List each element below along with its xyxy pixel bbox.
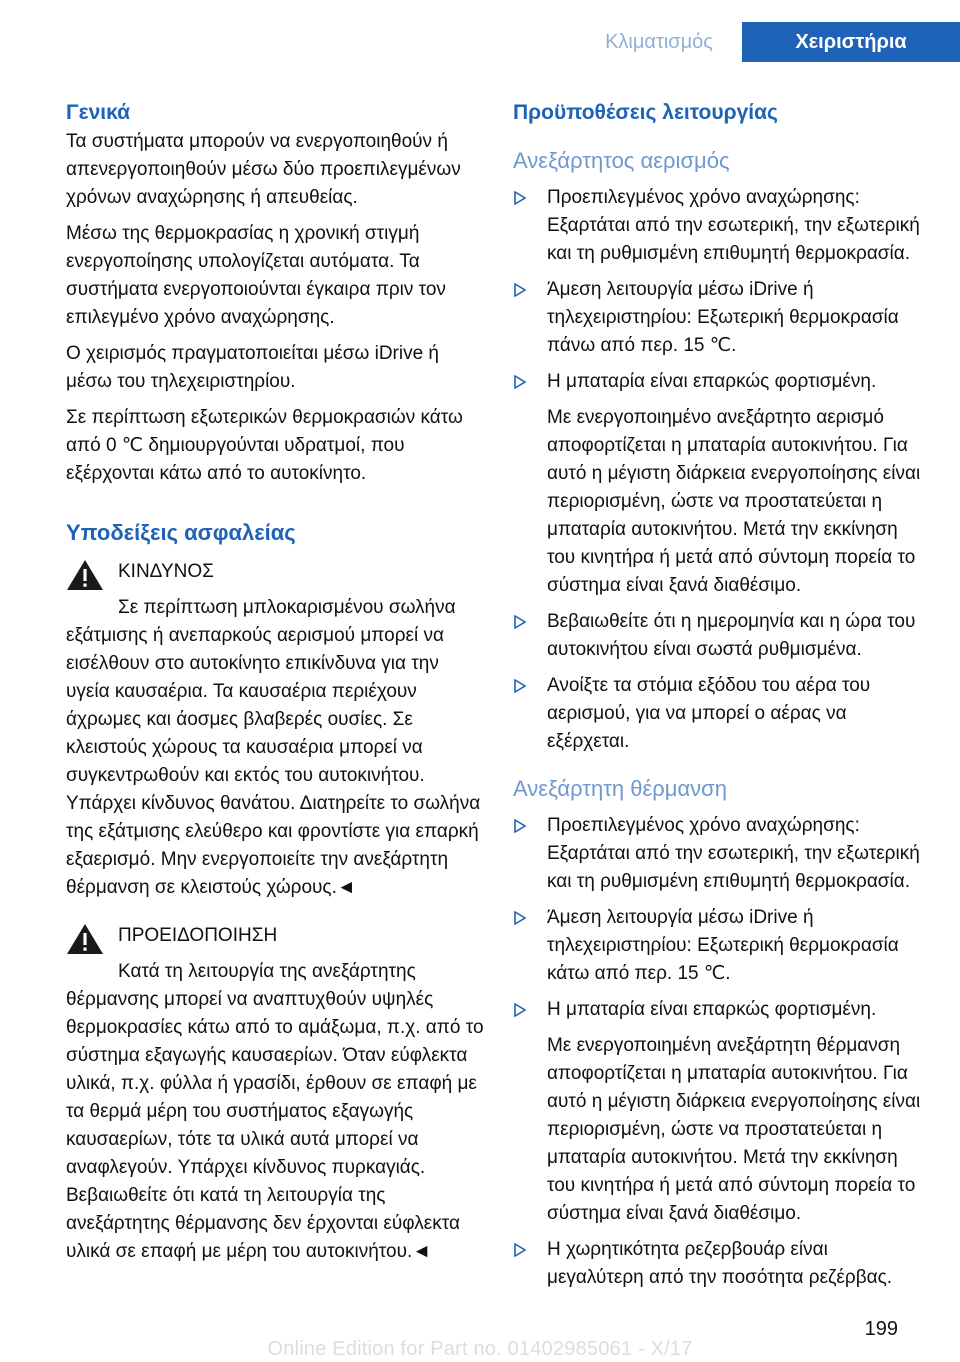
chapter-tabs [576,22,960,62]
danger-notice [66,558,484,902]
list-item-subtext: Με ενεργοποιημένη ανεξάρτητη θέρμανση αποφορτίζεται η μπαταρία αυτοκινήτου. Για αυτό η μέγιστη διάρκεια ενεργοποίησης είναι περιορισμένη, ώστε να προστατεύεται η μπαταρία αυτοκινήτου. Μετά την εκκίνηση του κινητήρα ή μετά από σύντομη πορεία το σύστημα είναι ξανά διαθέσιμο. [547,1035,921,1224]
safety-heading: Υποδείξεις ασφαλείας [66,520,296,545]
list-item-text: Άμεση λειτουργία μέσω iDrive ή τηλεχειριστηρίου: Εξωτερική θερμοκρασία κάτω από περ. 15 ℃. [547,907,899,984]
list-item [513,368,929,600]
list-item-subtext: Με ενεργοποιημένο ανεξάρτητο αερισμό αποφορτίζεται η μπαταρία αυτοκινήτου. Για αυτό η μέγιστη διάρκεια ενεργοποίησης είναι περιορισμένη, ώστε να προστατεύεται η μπαταρία αυτοκινήτου. Μετά την εκκίνηση του κινητήρα ή μετά από σύντομη πορεία το σύστημα είναι ξανά διαθέσιμο. [547,407,921,596]
heat-heading: Ανεξάρτητη θέρμανση [513,776,727,801]
warning-label: ΠΡΟΕΙΔΟΠΟΙΗΣΗ [118,925,278,946]
bullet-triangle-icon [513,907,529,929]
danger-text: εξάτμισης ή ανεπαρκούς αερισμού μπορεί να εισέλθουν στο αυτοκίνητο επικίνδυνα για την υγεία καυσαέρια. Τα καυσαέρια περιέχουν άχρωμες και άοσμες βλαβερές ουσίες. Σε κλειστούς χώρους τα καυσαέρια μπορεί να συγκεντρωθούν και εκτός του αυτοκινήτου. Υπάρχει κίνδυνος θανάτου. Διατηρείτε το σωλήνα της εξάτμισης ελεύθερο και φροντίστε για επαρκή εξαερισμό. Μην ενεργοποιείτε την ανεξάρτητη θέρμανση σε κλειστούς χώρους.◄ [66,625,481,898]
list-item-text: Ανοίξτε τα στόμια εξόδου του αέρα του αερισμού, για να μπορεί ο αέρας να εξέρχεται. [547,675,871,752]
list-item [513,184,929,268]
bullet-triangle-icon [513,187,529,209]
requirements-heading: Προϋποθέσεις λειτουργίας [513,101,778,124]
list-item-text: Η χωρητικότητα ρεζερβουάρ είναι μεγαλύτερη από την ποσότητα ρεζέρβας. [547,1239,893,1288]
bullet-triangle-icon [513,675,529,697]
list-item-text: Άμεση λειτουργία μέσω iDrive ή τηλεχειριστηρίου: Εξωτερική θερμοκρασία πάνω από περ. 15 ℃. [547,279,899,356]
warning-triangle-icon [66,558,104,592]
list-item [513,608,929,664]
vent-heading: Ανεξάρτητος αερισμός [513,148,730,173]
bullet-triangle-icon [513,279,529,301]
list-item [513,672,929,756]
list-item [513,996,929,1228]
tab-controls[interactable]: Χειριστήρια [742,22,960,62]
list-item [513,1236,929,1292]
right-column [513,98,929,1292]
list-item-text: Προεπιλεγμένος χρόνο αναχώρησης: Εξαρτάται από την εσωτερική, την εξωτερική και τη ρυθμισμένη επιθυμητή θερμοκρασία. [547,815,920,892]
bullet-triangle-icon [513,611,529,633]
general-paragraph: Μέσω της θερμοκρασίας η χρονική στιγμή ενεργοποίησης υπολογίζεται αυτόματα. Τα συστήματα ενεργοποιούνται έγκαιρα πριν τον επιλεγμένο χρόνο αναχώρησης. [66,223,446,328]
bullet-triangle-icon [513,815,529,837]
danger-text-first: Σε περίπτωση μπλοκαρισμένου σωλήνα [118,597,456,618]
list-item-text: Βεβαιωθείτε ότι η ημερομηνία και η ώρα του αυτοκινήτου είναι σωστά ρυθμισμένα. [547,611,916,660]
list-item-text: Προεπιλεγμένος χρόνο αναχώρησης: Εξαρτάται από την εσωτερική, την εξωτερική και τη ρυθμισμένη επιθυμητή θερμοκρασία. [547,187,920,264]
general-heading: Γενικά [66,101,131,124]
general-paragraph: Ο χειρισμός πραγματοποιείται μέσω iDrive ή μέσω του τηλεχειριστηρίου. [66,343,439,392]
heat-list [513,812,929,1292]
list-item-text: Η μπαταρία είναι επαρκώς φορτισμένη. [547,371,877,392]
list-item-text: Η μπαταρία είναι επαρκώς φορτισμένη. [547,999,877,1020]
danger-label: ΚΙΝΔΥΝΟΣ [118,561,214,582]
bullet-triangle-icon [513,371,529,393]
warning-text: θέρμανσης μπορεί να αναπτυχθούν υψηλές θερμοκρασίες κάτω από το αμάξωμα, π.χ. από το σύστημα εξαγωγής καυσαερίων. Όταν εύφλεκτα υλικά, π.χ. φύλλα ή γρασίδι, έρθουν σε επαφή με τα θερμά μέρη του συστήματος εξαγωγής καυσαερίων, τότε τα υλικά αυτά μπορεί να αναφλεγούν. Υπάρχει κίνδυνος πυρκαγιάς. Βεβαιωθείτε ότι κατά τη λειτουργία της ανεξάρτητης θέρμανσης δεν έρχονται εύφλεκτα υλικά σε επαφή με μέρη του αυτοκινήτου.◄ [66,989,484,1262]
page-number: 199 [864,1318,898,1340]
vent-list [513,184,929,756]
footer-edition: Online Edition for Part no. 01402985061 - X/17 [267,1338,693,1360]
bullet-triangle-icon [513,999,529,1021]
tab-climate[interactable]: Κλιματισμός [605,30,713,53]
list-item [513,276,929,360]
warning-triangle-icon [66,922,104,956]
bullet-triangle-icon [513,1239,529,1261]
list-item [513,812,929,896]
warning-text-first: Κατά τη λειτουργία της ανεξάρτητης [118,961,416,982]
left-column [66,98,484,1286]
warning-notice [66,922,484,1266]
general-paragraph: Σε περίπτωση εξωτερικών θερμοκρασιών κάτω από 0 ℃ δημιουργούνται υδρατμοί, που εξέρχονται κάτω από το αυτοκίνητο. [66,407,463,484]
list-item [513,904,929,988]
general-paragraph: Τα συστήματα μπορούν να ενεργοποιηθούν ή απενεργοποιηθούν μέσω δύο προεπιλεγμένων χρόνων αναχώρησης ή απευθείας. [66,131,461,208]
